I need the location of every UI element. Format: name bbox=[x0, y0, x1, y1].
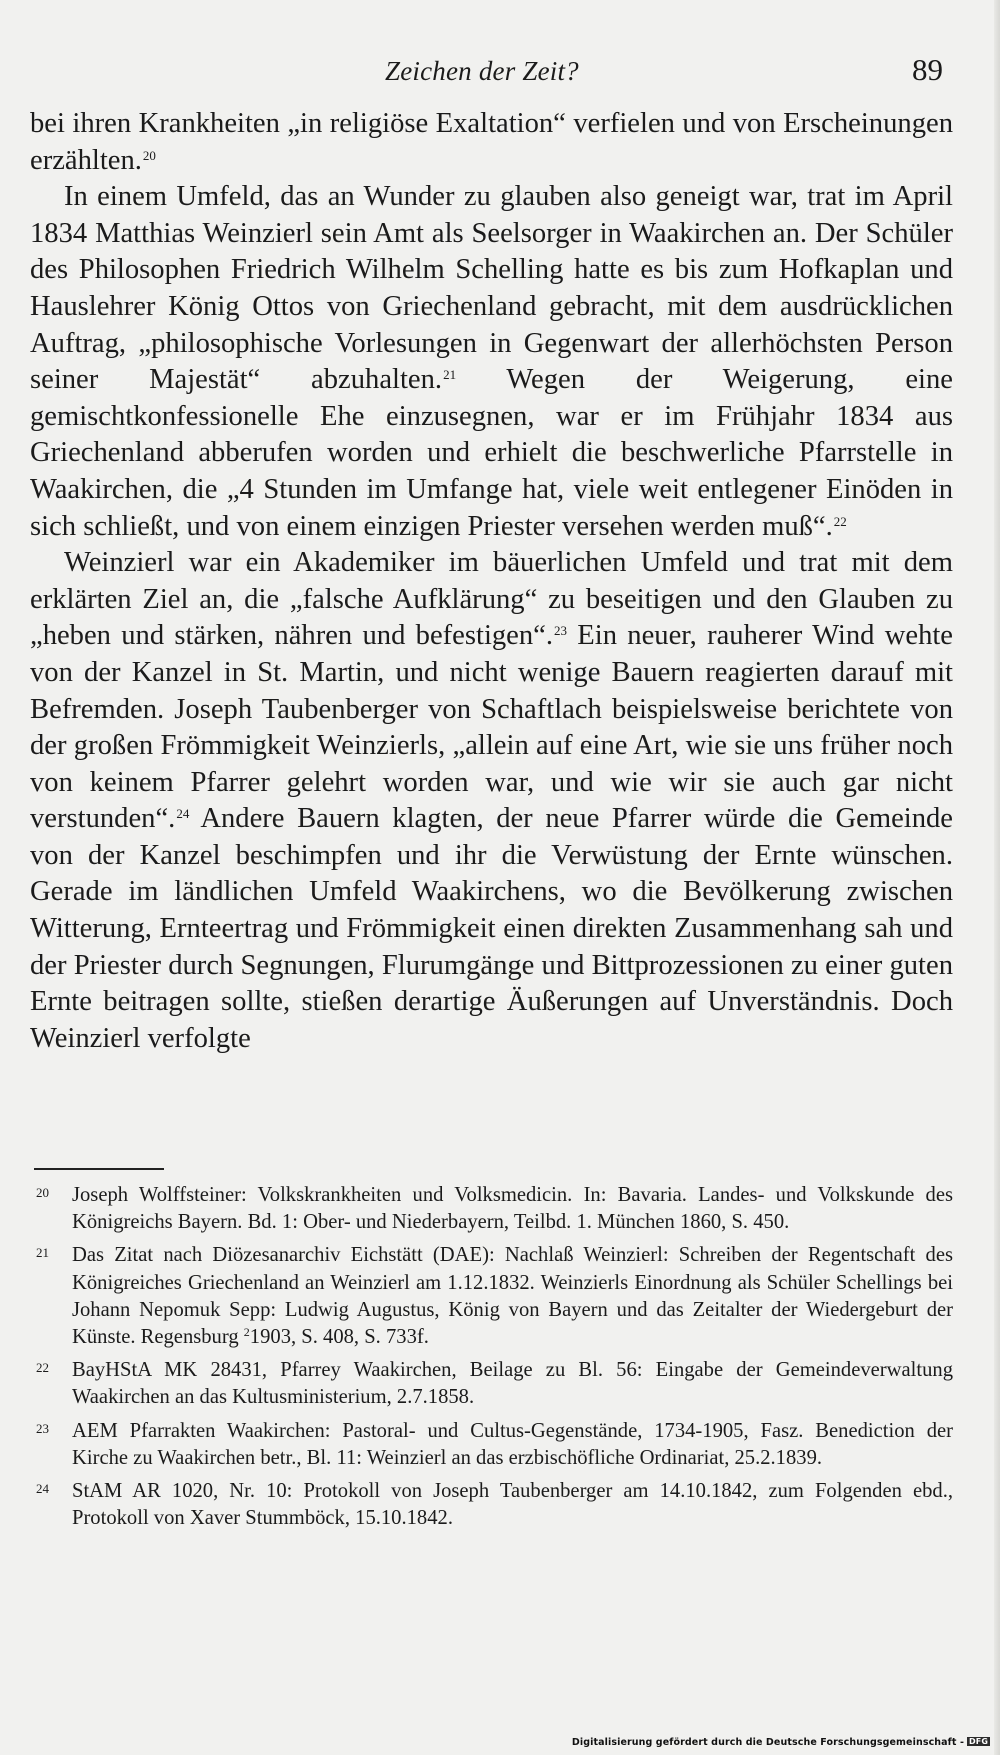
body-text bbox=[30, 106, 953, 1057]
footnote-text: StAM AR 1020, Nr. 10: Protokoll von Joseph Taubenberger am 14.10.1842, zum Folgenden ebd., Protokoll von Xaver Stummböck, 15.10.1842. bbox=[72, 1480, 953, 1530]
footnote-number: 20 bbox=[36, 1185, 49, 1200]
paragraph-3 bbox=[30, 545, 953, 1057]
running-head bbox=[0, 52, 1000, 92]
footnote-24 bbox=[34, 1478, 953, 1532]
footnote-ref-20[interactable]: 20 bbox=[142, 147, 156, 163]
footnote-text: BayHStA MK 28431, Pfarrey Waakirchen, Beilage zu Bl. 56: Eingabe der Gemeindeverwaltung Waakirchen an das Kultusministerium, 2.7.1858. bbox=[72, 1359, 953, 1409]
footnote-text: AEM Pfarrakten Waakirchen: Pastoral- und Cultus-Gegenstände, 1734-1905, Fasz. Benediction der Kirche zu Waakirchen betr., Bl. 11: Weinzierl an das erzbischöfliche Ordinariat, 25.2.1839. bbox=[72, 1419, 953, 1469]
footnote-20 bbox=[34, 1182, 953, 1236]
paragraph-3-text-c: Andere Bauern klagten, der neue Pfarrer würde die Gemeinde von der Kanzel beschimpfen und ihr die Verwüstung der Ernte wünschen. Gerade im ländlichen Umfeld Waakirchens, wo die Bevölkerung zwischen Witterung, Ernteertrag und Frömmigkeit einen direkten Zusammenhang sah und der Priester durch Segnungen, Flurumgänge und Bittprozessionen zu einer guten Ernte beitragen sollte, stießen derartige Äußerungen auf Unverständnis. Doch Weinzierl verfolgte bbox=[30, 803, 953, 1054]
edition-superscript: 2 bbox=[243, 1325, 250, 1340]
footnote-number: 23 bbox=[36, 1420, 49, 1436]
footnote-separator bbox=[34, 1168, 164, 1170]
footnote-23 bbox=[34, 1418, 953, 1472]
footnote-ref-21[interactable]: 21 bbox=[443, 367, 457, 383]
footnote-text-end: 1903, S. 408, S. 733f. bbox=[249, 1326, 429, 1349]
footnote-number: 24 bbox=[36, 1481, 49, 1497]
page-edge bbox=[994, 0, 1000, 1755]
running-title: Zeichen der Zeit? bbox=[385, 56, 579, 86]
footnote-text: Das Zitat nach Diözesanarchiv Eichstätt (DAE): Nachlaß Weinzierl: Schreiben der Regentschaft des Königreiches Griechenland an Weinzierl am 1.12.1832. Weinzierls Einordnung als Schüler Schellings bei Johann Nepomuk Sepp: Ludwig Augustus, König von Bayern und das Zeitalter der Wiedergeburt der Künste. Regensburg bbox=[72, 1244, 953, 1349]
footnote-ref-23[interactable]: 23 bbox=[554, 623, 568, 639]
footnote-ref-22[interactable]: 22 bbox=[833, 513, 847, 529]
paragraph-3-text-a: Weinzierl war ein Akademiker im bäuerlichen Umfeld und trat mit dem erklärten Ziel an, die „falsche Aufklärung“ zu beseitigen und den Glauben zu „heben und stärken, nähren und befestigen“. bbox=[30, 547, 953, 652]
footnote-number: 22 bbox=[36, 1360, 49, 1376]
digitization-credit bbox=[572, 1737, 990, 1748]
footnote-number: 21 bbox=[36, 1245, 49, 1261]
paragraph-3-text-b: Ein neuer, rauherer Wind wehte von der Kanzel in St. Martin, und nicht wenige Bauern reagierten darauf mit Befremden. Joseph Taubenberger von Schaftlach beispielsweise berichtete von der großen Frömmigkeit Weinzierls, „allein auf eine Art, wie sie uns früher noch von keinem Pfarrer gelehrt worden war, und wie wir sie auch gar nicht verstunden“. bbox=[30, 620, 954, 835]
footnote-22 bbox=[34, 1357, 953, 1411]
footnote-21 bbox=[34, 1242, 953, 1351]
page-number: 89 bbox=[912, 52, 943, 87]
footnote-text: Joseph Wolffsteiner: Volkskrankheiten und Volksmedicin. In: Bavaria. Landes- und Volkskunde des Königreichs Bayern. Bd. 1: Ober- und Niederbayern, Teilbd. 1. München 1860, S. 450. bbox=[72, 1184, 953, 1234]
paragraph-2-text-b: Wegen der Weigerung, eine gemischtkonfessionelle Ehe einzusegnen, war er im Frühjahr 1834 aus Griechenland abberufen worden und erhielt die beschwerliche Pfarrstelle in Waakirchen, die „4 Stunden im Umfange hat, viele weit entlegener Einöden in sich schließt, und von einem einzigen Priester versehen werden muß“. bbox=[30, 364, 953, 542]
paragraph-1-text: bei ihren Krankheiten „in religiöse Exaltation“ verfielen und von Erscheinungen erzählten. bbox=[30, 108, 953, 176]
paragraph-2 bbox=[30, 179, 953, 545]
dfg-logo: DFG bbox=[969, 1737, 988, 1746]
paragraph-1 bbox=[30, 106, 953, 179]
footnotes bbox=[34, 1182, 953, 1538]
paragraph-2-text-a: In einem Umfeld, das an Wunder zu glauben also geneigt war, trat im April 1834 Matthias Weinzierl sein Amt als Seelsorger in Waakirchen an. Der Schüler des Philosophen Friedrich Wilhelm Schelling hatte es bis zum Hofkaplan und Hauslehrer König Ottos von Griechenland gebracht, mit dem ausdrücklichen Auftrag, „philosophische Vorlesungen in Gegenwart der allerhöchsten Person seiner Majestät“ abzuhalten. bbox=[30, 181, 953, 396]
credit-text: Digitalisierung gefördert durch die Deutsche Forschungsgemeinschaft - bbox=[571, 1737, 965, 1748]
footnote-ref-24[interactable]: 24 bbox=[176, 806, 190, 822]
